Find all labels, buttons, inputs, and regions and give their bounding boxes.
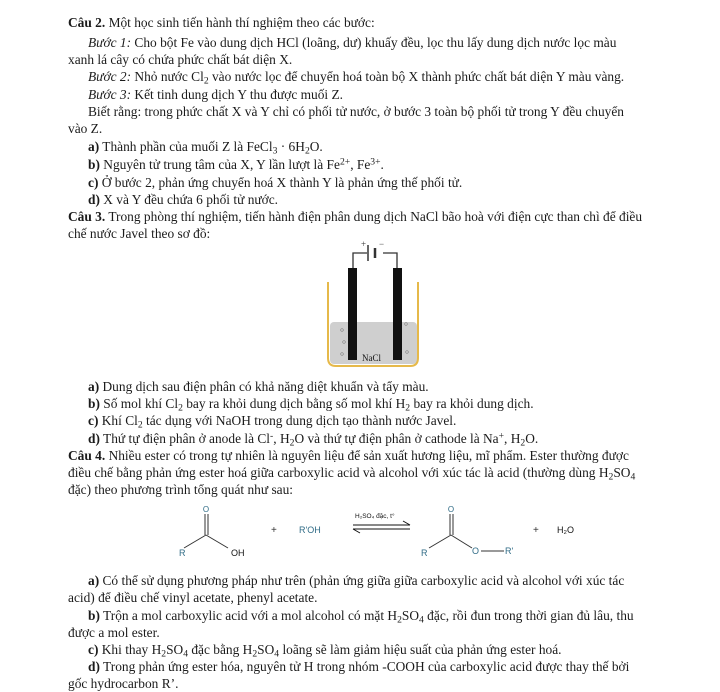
q4-heading-cont2: đặc) theo phương trình tổng quát như sau:	[68, 482, 294, 497]
bubble	[343, 341, 345, 343]
q4-option-d: d) Trong phản ứng ester hóa, nguyên tử H trong nhóm -COOH của carboxylic acid được thay thế bởi	[88, 659, 630, 674]
q4-option-a: a) Có thể sử dụng phương pháp như trên (phản ứng giữa giữa carboxylic acid và alcohol với xúc tác	[88, 573, 625, 588]
acid-oh-label: OH	[231, 548, 245, 558]
q2-step3: Bước 3: Kết tinh dung dịch Y thu được muối Z.	[88, 87, 344, 102]
q2-option-b: b) Nguyên tử trung tâm của X, Y lần lượt là $Fe^{2+}$, $Fe^{3+}$.	[88, 156, 384, 172]
q4-option-b-cont: được a mol ester.	[68, 625, 160, 640]
q3-title: Câu 3.	[68, 209, 106, 224]
ester-r-label: R	[421, 548, 428, 558]
nacl-label: NaCl	[362, 353, 381, 363]
minus-sign: −	[379, 239, 385, 249]
q4-heading-cont: điều chế bằng phản ứng ester hoá giữa carboxylic acid và alcohol với xúc tác là acid (thường dùng $H_2SO_4$	[68, 465, 636, 483]
ester-oxygen-label: O	[447, 505, 455, 514]
bubble	[405, 323, 407, 325]
ester-o-bond	[451, 535, 472, 548]
q3-option-a: a) Dung dịch sau điện phân có khả năng diệt khuẩn và tẩy màu.	[88, 379, 429, 394]
q3-option-c: c) Khí $Cl_2$ tác dụng với NaOH trong dung dịch tạo thành nước Javel.	[88, 413, 457, 431]
acid-oh-bond	[206, 535, 228, 548]
anode-wire	[353, 253, 367, 268]
reaction-condition: H₂SO₄ đặc, t°	[355, 513, 395, 520]
q2-heading: Câu 2. Một học sinh tiến hành thí nghiệm theo các bước:	[68, 15, 375, 30]
bubble	[341, 329, 343, 331]
q4-heading: Câu 4. Nhiều ester có trong tự nhiên là nguyên liệu để sản xuất hương liệu, mĩ phẩm. Ester thường được	[68, 448, 629, 463]
ester-o-label: O	[472, 546, 480, 556]
q4-title: Câu 4.	[68, 448, 106, 463]
anode-electrode	[348, 268, 357, 360]
acid-r-label: R	[179, 548, 186, 558]
cathode-electrode	[393, 268, 402, 360]
forward-arrow-head	[403, 521, 410, 525]
alcohol-label: R'OH	[299, 525, 321, 535]
water-label: H₂O	[557, 525, 574, 535]
q2-option-d: d) X và Y đều chứa 6 phối tử nước.	[88, 192, 279, 207]
q2-step2: Bước 2: Nhỏ nước $Cl_2$ vào nước lọc để chuyển hoá toàn bộ X thành phức chất bát diện Y màu vàng.	[88, 69, 625, 87]
q3-option-d: d) Thứ tự điện phân ở anode là Cl-, $H_2O$ và thứ tự điện phân ở cathode là Na+, $H_2O$.	[88, 430, 539, 449]
ester-r-bond	[429, 535, 451, 548]
q3-heading: Câu 3. Trong phòng thí nghiệm, tiến hành điện phân dung dịch NaCl bão hoà với điện cực than chì để điều	[68, 209, 643, 224]
acid-r-bond	[184, 535, 206, 548]
q3-option-b: b) Số mol khí $Cl_2$ bay ra khỏi dung dịch bằng số mol khí $H_2$ bay ra khỏi dung dịch.	[88, 396, 534, 414]
q2-step1-cont: xanh lá cây có chứa phức chất bát diện X.	[68, 52, 293, 67]
q4-option-b: b) Trộn a mol carboxylic acid với a mol alcohol có mặt $H_2SO_4$ đặc, rồi đun trong thời gian đủ lâu, thu	[88, 608, 634, 626]
electrolysis-apparatus	[318, 238, 428, 368]
plus-sign: +	[533, 525, 539, 536]
q4-option-d-cont: gốc hydrocarbon R’.	[68, 676, 179, 691]
q4-option-a-cont: acid) để điều chế vinyl acetate, phenyl acetate.	[68, 590, 318, 605]
reverse-arrow-head	[353, 529, 360, 533]
q2-note: Biết rằng: trong phức chất X và Y chỉ có phối tử nước, ở bước 3 toàn bộ phối tử trong Y đều chuyển	[88, 104, 625, 119]
cathode-wire	[383, 253, 397, 268]
ester-rprime-label: R'	[505, 546, 514, 556]
q2-option-c: c) Ở bước 2, phản ứng chuyển hoá X thành Y là phản ứng thế phối tử.	[88, 175, 463, 190]
q2-step1: Bước 1: Cho bột Fe vào dung dịch HCl (loãng, dư) khuấy đều, lọc thu lấy dung dịch nước lọc màu	[88, 35, 617, 50]
bubble	[406, 351, 408, 353]
acid-oxygen-label: O	[202, 505, 210, 514]
plus-sign: +	[361, 239, 367, 249]
q3-heading-cont: chế nước Javel theo sơ đồ:	[68, 226, 211, 241]
q2-note-cont: vào Z.	[68, 121, 103, 136]
q2-option-a: a) Thành phần của muối Z là FeCl$_3$ · $6H_2O$.	[88, 139, 323, 157]
q2-title: Câu 2.	[68, 15, 106, 30]
plus-sign: +	[271, 525, 277, 536]
bubble	[341, 353, 343, 355]
esterification-scheme	[165, 502, 595, 566]
q4-option-c: c) Khi thay $H_2SO_4$ đặc bằng $H_2SO_4$ loãng sẽ làm giảm hiệu suất của phản ứng ester hoá.	[88, 642, 562, 660]
